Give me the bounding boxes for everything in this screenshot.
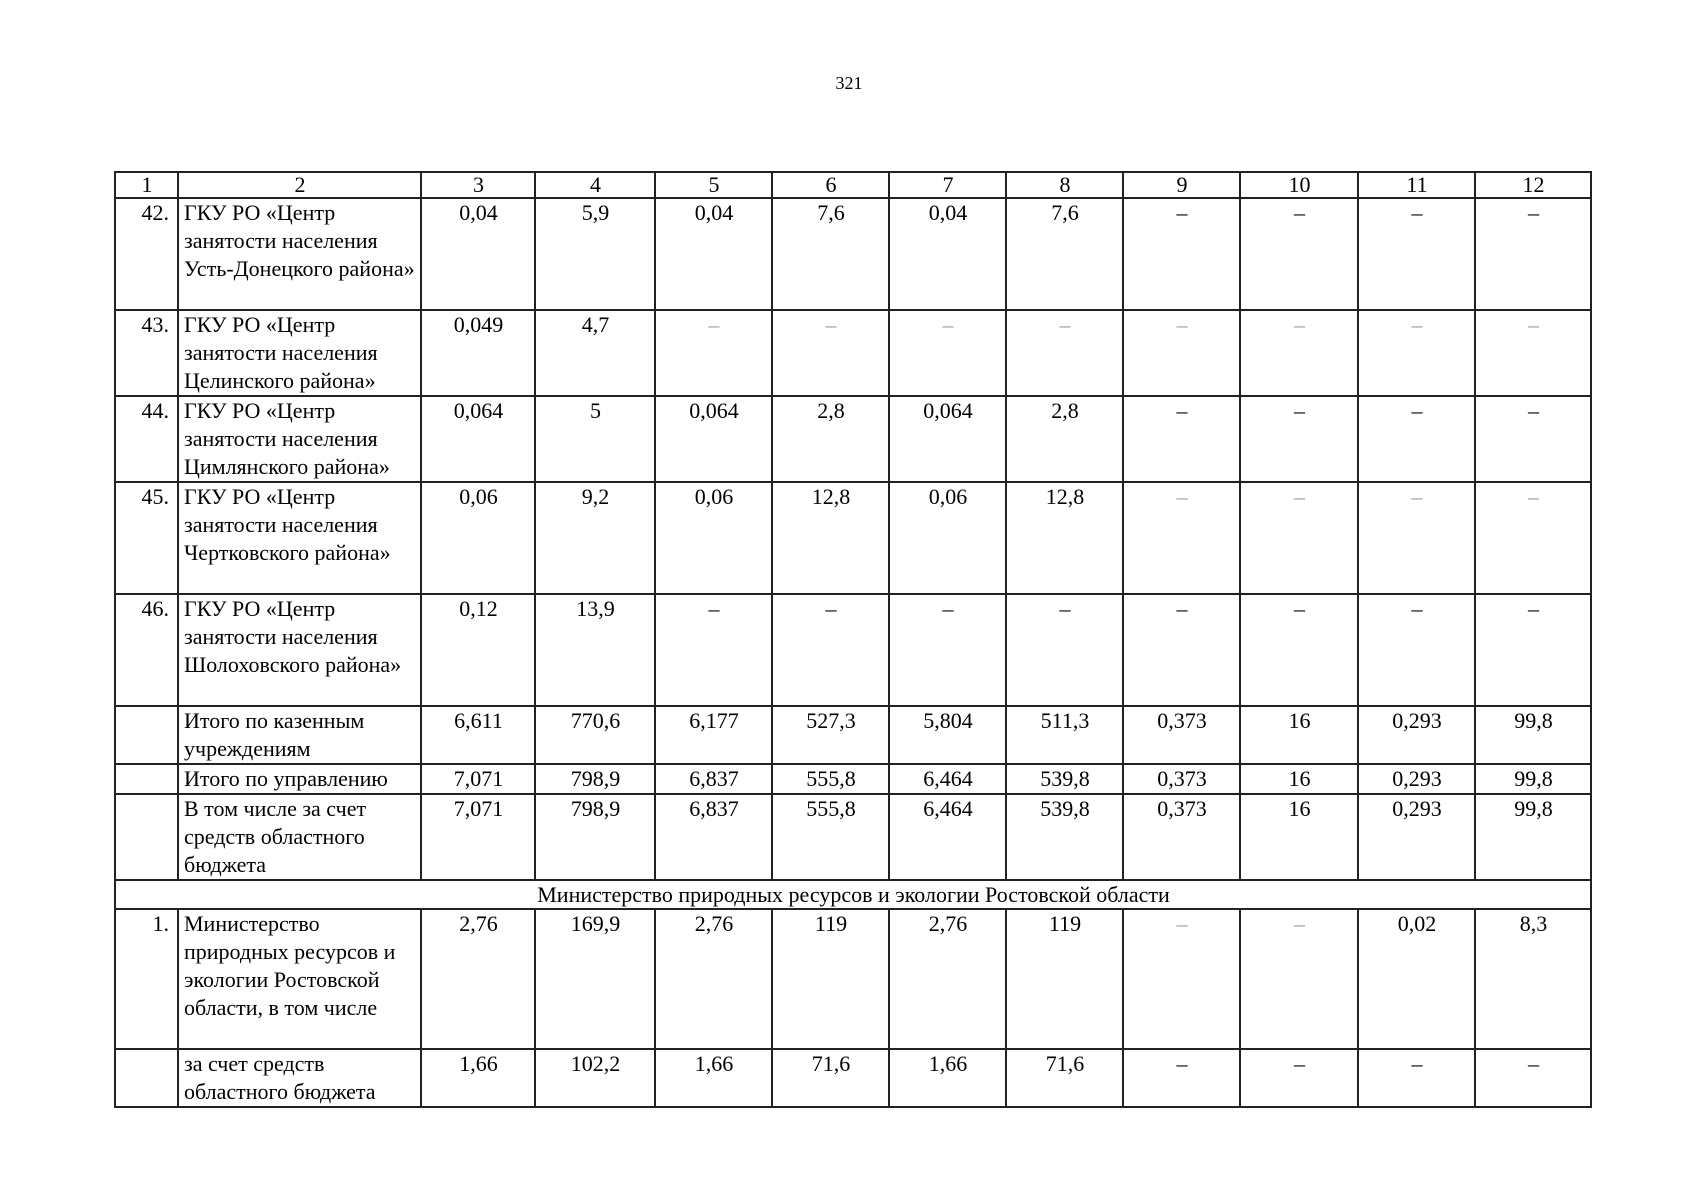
value-cell: 71,6 [772, 1049, 889, 1107]
value-cell: 0,04 [655, 198, 772, 310]
table-row [115, 706, 1591, 764]
header-cell: 11 [1358, 172, 1475, 198]
value-cell: 6,464 [889, 764, 1006, 794]
value-cell: 9,2 [535, 482, 655, 594]
row-number: 45. [115, 482, 178, 594]
value-cell: 539,8 [1006, 764, 1123, 794]
row-number [115, 764, 178, 794]
value-cell: – [655, 594, 772, 706]
row-number: 43. [115, 310, 178, 396]
value-cell: 0,064 [889, 396, 1006, 482]
row-name: ГКУ РО «Центр занятости населения Чертковского района» [178, 482, 421, 594]
value-cell: 555,8 [772, 794, 889, 880]
value-cell: 555,8 [772, 764, 889, 794]
value-cell: 99,8 [1475, 706, 1591, 764]
value-cell: 99,8 [1475, 764, 1591, 794]
value-cell: 2,76 [889, 909, 1006, 1049]
section-title: Министерство природных ресурсов и экологии Ростовской области [115, 880, 1591, 909]
value-cell: 169,9 [535, 909, 655, 1049]
value-cell: 798,9 [535, 764, 655, 794]
table-row [115, 198, 1591, 310]
data-table [114, 171, 1592, 1108]
value-cell: 0,06 [889, 482, 1006, 594]
value-cell: 6,177 [655, 706, 772, 764]
value-cell: 0,04 [889, 198, 1006, 310]
value-cell: 0,04 [421, 198, 535, 310]
value-cell: 6,464 [889, 794, 1006, 880]
row-name: Итого по управлению [178, 764, 421, 794]
value-cell: 16 [1240, 706, 1358, 764]
header-cell: 3 [421, 172, 535, 198]
value-cell: – [889, 310, 1006, 396]
header-cell: 9 [1123, 172, 1240, 198]
value-cell: 119 [1006, 909, 1123, 1049]
value-cell: 71,6 [1006, 1049, 1123, 1107]
value-cell: 0,06 [655, 482, 772, 594]
row-name: ГКУ РО «Центр занятости населения Усть-Донецкого района» [178, 198, 421, 310]
value-cell: 1,66 [889, 1049, 1006, 1107]
value-cell: – [1123, 198, 1240, 310]
value-cell: – [772, 594, 889, 706]
value-cell: 0,293 [1358, 764, 1475, 794]
value-cell: 12,8 [772, 482, 889, 594]
table-row [115, 310, 1591, 396]
value-cell: – [889, 594, 1006, 706]
table-row [115, 396, 1591, 482]
value-cell: – [1123, 310, 1240, 396]
row-name: ГКУ РО «Центр занятости населения Цимлянского района» [178, 396, 421, 482]
row-number: 46. [115, 594, 178, 706]
row-number: 44. [115, 396, 178, 482]
value-cell: 7,071 [421, 794, 535, 880]
row-number: 42. [115, 198, 178, 310]
value-cell: 6,837 [655, 794, 772, 880]
value-cell: – [1123, 594, 1240, 706]
row-number: 1. [115, 909, 178, 1049]
value-cell: 0,293 [1358, 794, 1475, 880]
header-cell: 2 [178, 172, 421, 198]
value-cell: 0,373 [1123, 764, 1240, 794]
header-cell: 10 [1240, 172, 1358, 198]
value-cell: – [1240, 482, 1358, 594]
value-cell: – [1475, 1049, 1591, 1107]
row-name: Итого по казенным учреждениям [178, 706, 421, 764]
header-cell: 12 [1475, 172, 1591, 198]
value-cell: 0,064 [655, 396, 772, 482]
value-cell: 5 [535, 396, 655, 482]
value-cell: – [1123, 1049, 1240, 1107]
header-cell: 4 [535, 172, 655, 198]
value-cell: – [1475, 594, 1591, 706]
value-cell: – [1240, 1049, 1358, 1107]
value-cell: 511,3 [1006, 706, 1123, 764]
table-row [115, 594, 1591, 706]
value-cell: – [1358, 482, 1475, 594]
row-name: за счет средств областного бюджета [178, 1049, 421, 1107]
row-number [115, 706, 178, 764]
table-row [115, 482, 1591, 594]
value-cell: 5,804 [889, 706, 1006, 764]
value-cell: 770,6 [535, 706, 655, 764]
value-cell: – [1240, 594, 1358, 706]
row-name: Министерство природных ресурсов и экологии Ростовской области, в том числе [178, 909, 421, 1049]
header-cell: 1 [115, 172, 178, 198]
value-cell: – [1123, 909, 1240, 1049]
row-number [115, 794, 178, 880]
value-cell: 0,06 [421, 482, 535, 594]
value-cell: 7,6 [1006, 198, 1123, 310]
value-cell: 119 [772, 909, 889, 1049]
value-cell: – [1240, 396, 1358, 482]
value-cell: 2,8 [1006, 396, 1123, 482]
value-cell: 539,8 [1006, 794, 1123, 880]
header-cell: 6 [772, 172, 889, 198]
row-name: В том числе за счет средств областного бюджета [178, 794, 421, 880]
value-cell: 16 [1240, 764, 1358, 794]
row-number [115, 1049, 178, 1107]
value-cell: – [1475, 198, 1591, 310]
value-cell: – [1475, 482, 1591, 594]
value-cell: 0,02 [1358, 909, 1475, 1049]
row-name: ГКУ РО «Центр занятости населения Шолоховского района» [178, 594, 421, 706]
value-cell: – [1240, 310, 1358, 396]
value-cell: 102,2 [535, 1049, 655, 1107]
value-cell: 0,12 [421, 594, 535, 706]
table-row [115, 794, 1591, 880]
value-cell: – [1358, 198, 1475, 310]
value-cell: – [655, 310, 772, 396]
table-row [115, 764, 1591, 794]
value-cell: – [1358, 310, 1475, 396]
value-cell: 0,293 [1358, 706, 1475, 764]
value-cell: 7,6 [772, 198, 889, 310]
value-cell: 1,66 [655, 1049, 772, 1107]
page-number: 321 [835, 73, 863, 93]
value-cell: – [1475, 310, 1591, 396]
value-cell: 2,76 [421, 909, 535, 1049]
value-cell: 1,66 [421, 1049, 535, 1107]
value-cell: 5,9 [535, 198, 655, 310]
value-cell: 13,9 [535, 594, 655, 706]
value-cell: – [1358, 594, 1475, 706]
table-row [115, 909, 1591, 1049]
value-cell: 2,8 [772, 396, 889, 482]
value-cell: – [1123, 396, 1240, 482]
row-name: ГКУ РО «Центр занятости населения Целинского района» [178, 310, 421, 396]
value-cell: 4,7 [535, 310, 655, 396]
value-cell: 12,8 [1006, 482, 1123, 594]
value-cell: 16 [1240, 794, 1358, 880]
value-cell: 0,049 [421, 310, 535, 396]
value-cell: 798,9 [535, 794, 655, 880]
value-cell: – [772, 310, 889, 396]
value-cell: 527,3 [772, 706, 889, 764]
value-cell: – [1358, 1049, 1475, 1107]
value-cell: 99,8 [1475, 794, 1591, 880]
value-cell: 6,611 [421, 706, 535, 764]
value-cell: 0,064 [421, 396, 535, 482]
header-cell: 5 [655, 172, 772, 198]
header-cell: 7 [889, 172, 1006, 198]
value-cell: – [1123, 482, 1240, 594]
value-cell: 0,373 [1123, 706, 1240, 764]
value-cell: – [1475, 396, 1591, 482]
value-cell: 2,76 [655, 909, 772, 1049]
value-cell: – [1006, 594, 1123, 706]
header-row [115, 172, 1591, 198]
value-cell: – [1358, 396, 1475, 482]
value-cell: – [1240, 909, 1358, 1049]
value-cell: 0,373 [1123, 794, 1240, 880]
value-cell: 6,837 [655, 764, 772, 794]
header-cell: 8 [1006, 172, 1123, 198]
section-header-row [115, 880, 1591, 909]
value-cell: – [1240, 198, 1358, 310]
table-row [115, 1049, 1591, 1107]
value-cell: 8,3 [1475, 909, 1591, 1049]
value-cell: 7,071 [421, 764, 535, 794]
value-cell: – [1006, 310, 1123, 396]
